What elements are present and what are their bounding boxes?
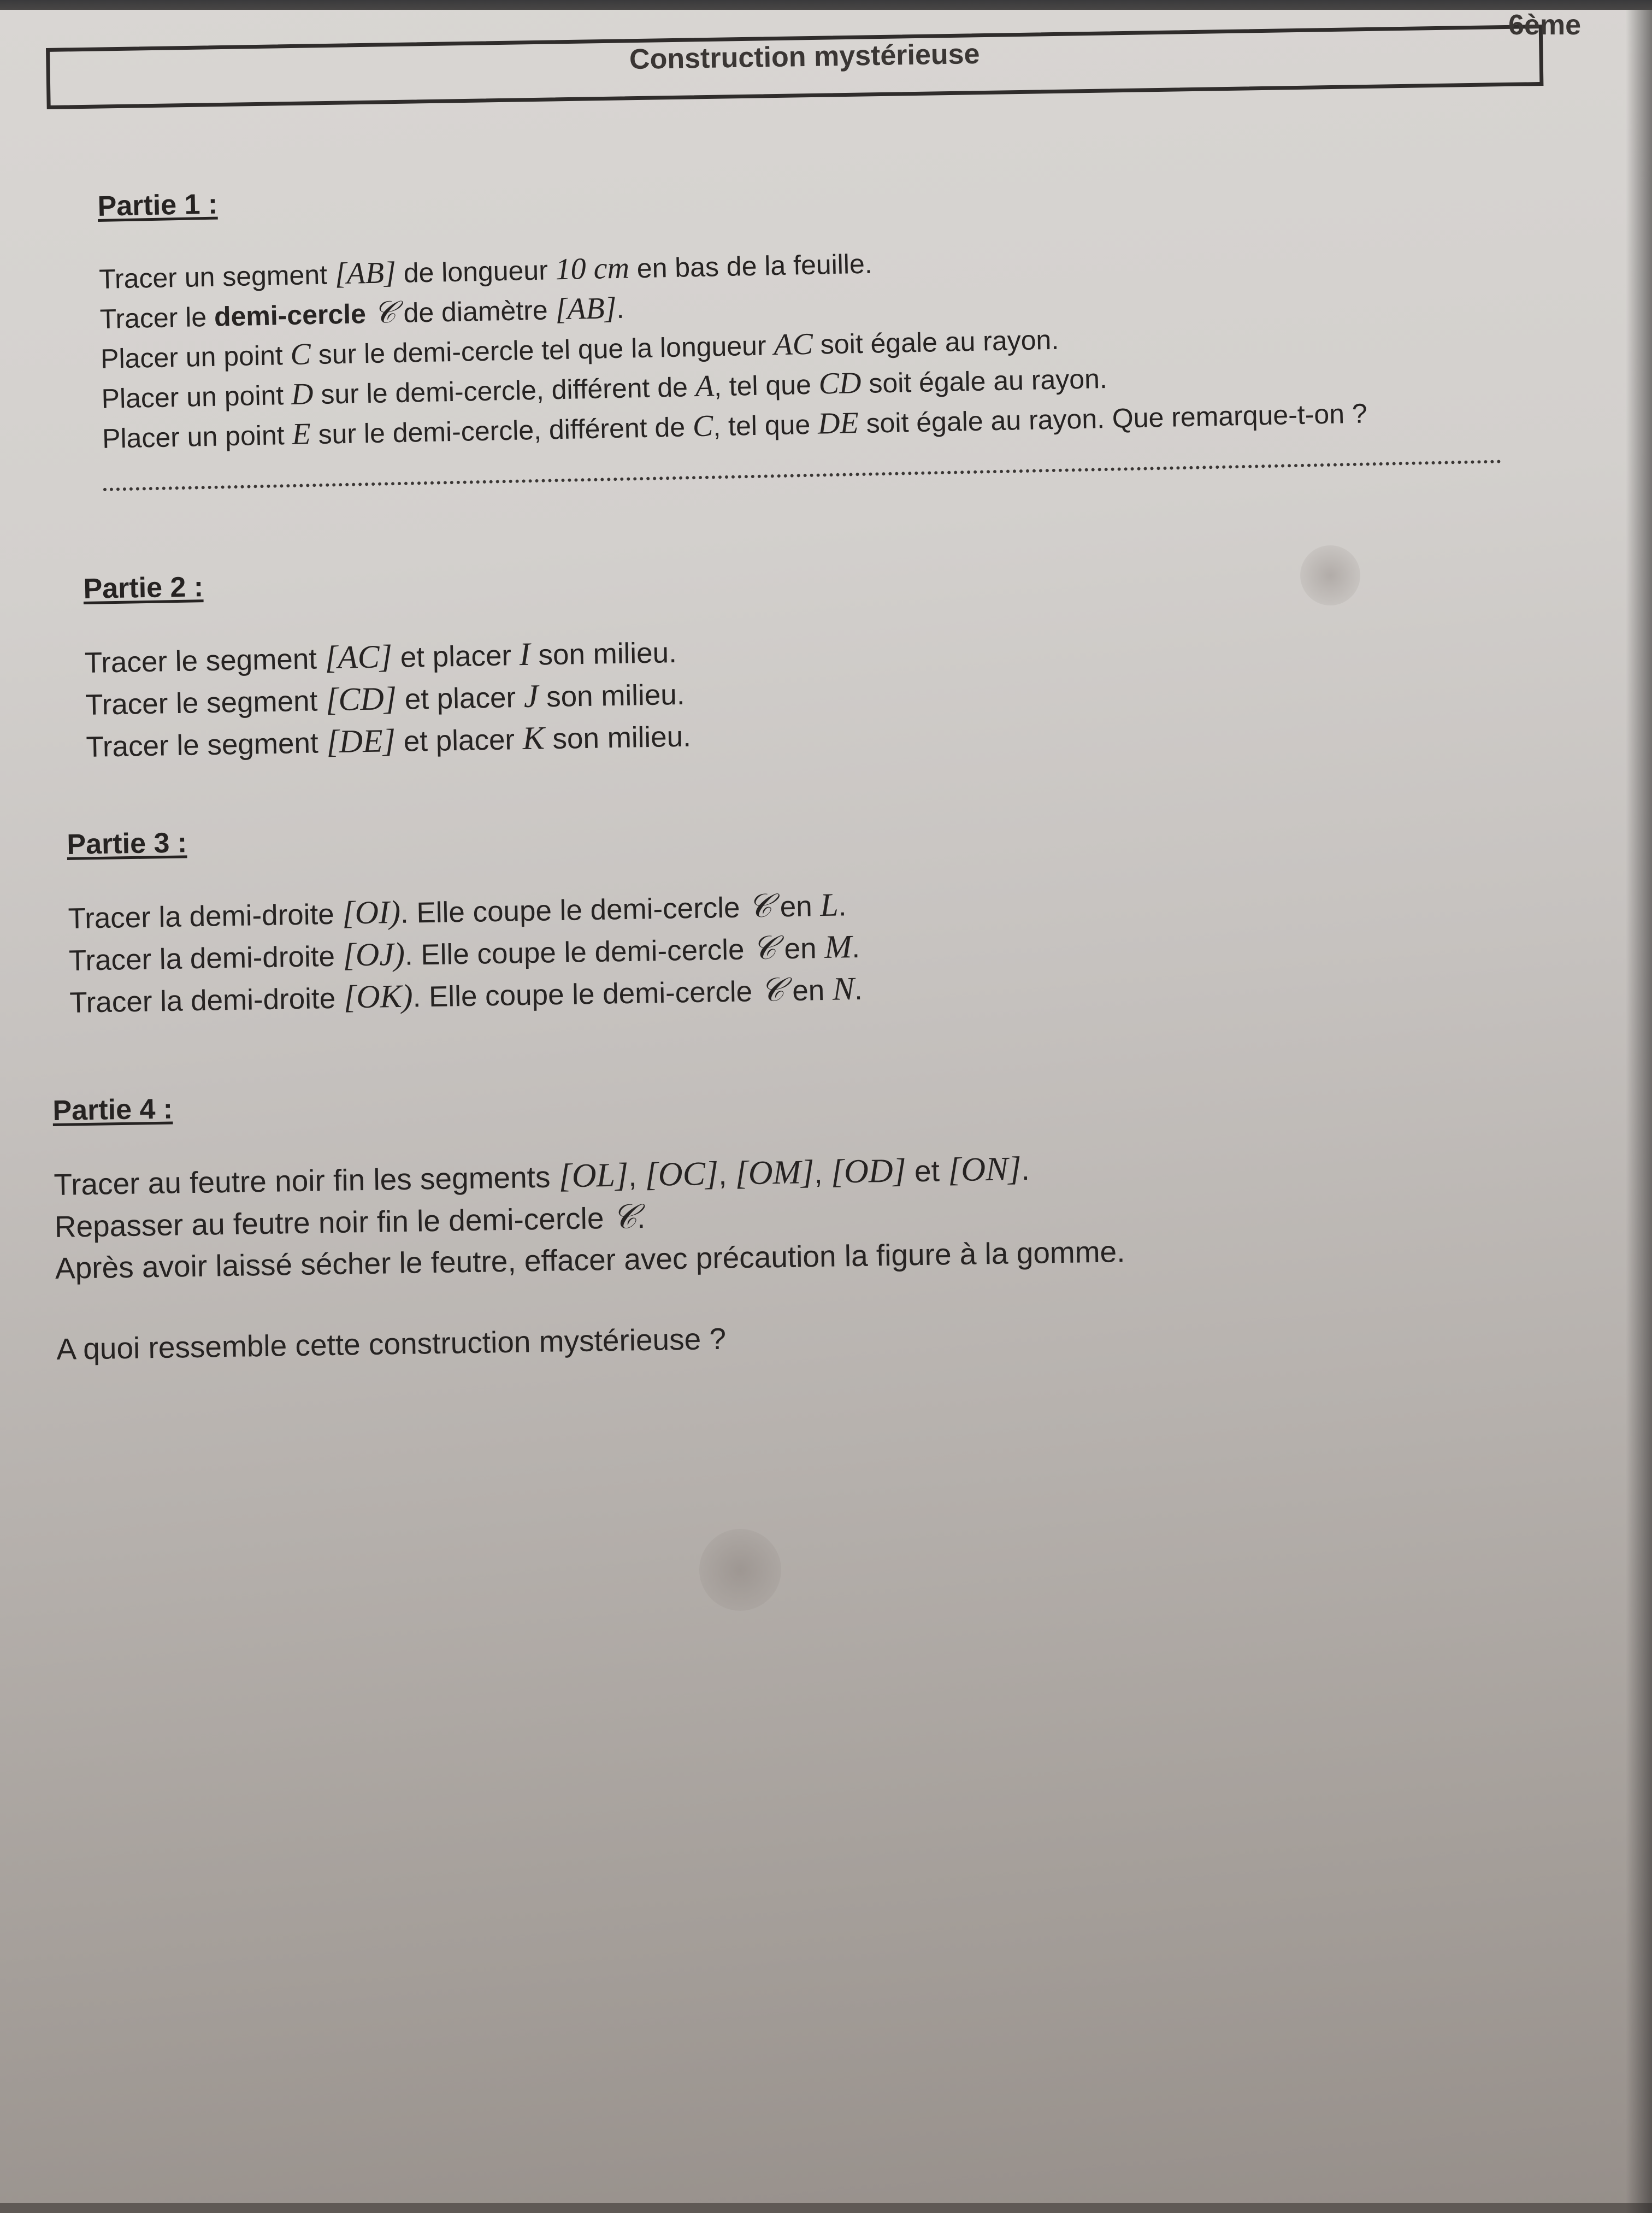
instruction-line: Tracer la demi-droite [OK). Elle coupe le demi-cercle 𝒞 en N. [69, 970, 863, 1019]
part-4-title: Partie 4 : [52, 1093, 173, 1127]
paper-smudge [699, 1529, 781, 1611]
part-3-title: Partie 3 : [67, 827, 187, 861]
part-2-title: Partie 2 : [83, 571, 204, 605]
paper-smudge [1300, 545, 1360, 605]
instruction-line: Tracer le segment [CD] et placer J son milieu. [85, 678, 685, 721]
instruction-line: Placer un point C sur le demi-cercle tel que la longueur AC soit égale au rayon. [100, 324, 1059, 374]
page-edge-shadow [1626, 10, 1652, 2213]
grade-level: 6ème [1508, 9, 1581, 41]
instruction-line: Tracer le demi-cercle 𝒞 de diamètre [AB]. [99, 291, 624, 334]
final-question: A quoi ressemble cette construction mystérieuse ? [56, 1321, 727, 1366]
part-1-title: Partie 1 : [97, 188, 218, 222]
worksheet-page [0, 10, 1652, 2203]
instruction-line: Tracer le segment [AC] et placer I son milieu. [84, 635, 677, 679]
part-2 [83, 562, 691, 768]
instruction-line: Tracer la demi-droite [OI). Elle coupe le demi-cercle 𝒞 en L. [68, 886, 847, 935]
instruction-line: Tracer un segment [AB] de longueur 10 cm en bas de la feuille. [98, 248, 873, 295]
answer-dotted-line [103, 460, 1502, 491]
instruction-line: Tracer au feutre noir fin les segments [OL], [OC], [OM], [OD] et [ON]. [54, 1150, 1030, 1202]
instruction-line: Placer un point E sur le demi-cercle, différent de C, tel que DE soit égale au rayon. Que remarque-t-on ? [102, 398, 1368, 454]
part-4 [52, 1078, 1126, 1370]
worksheet-title: Construction mystérieuse [629, 38, 980, 76]
instruction-line: Tracer la demi-droite [OJ). Elle coupe le demi-cercle 𝒞 en M. [68, 928, 860, 977]
instruction-line: Repasser au feutre noir fin le demi-cercle 𝒞. [54, 1198, 646, 1244]
instruction-line: Après avoir laissé sécher le feutre, effacer avec précaution la figure à la gomme. [55, 1234, 1125, 1285]
part-3 [67, 815, 863, 1023]
part-1 [97, 162, 1502, 491]
instruction-line: Placer un point D sur le demi-cercle, différent de A, tel que CD soit égale au rayon. [101, 363, 1108, 414]
instruction-line: Tracer le segment [DE] et placer K son milieu. [86, 720, 692, 763]
